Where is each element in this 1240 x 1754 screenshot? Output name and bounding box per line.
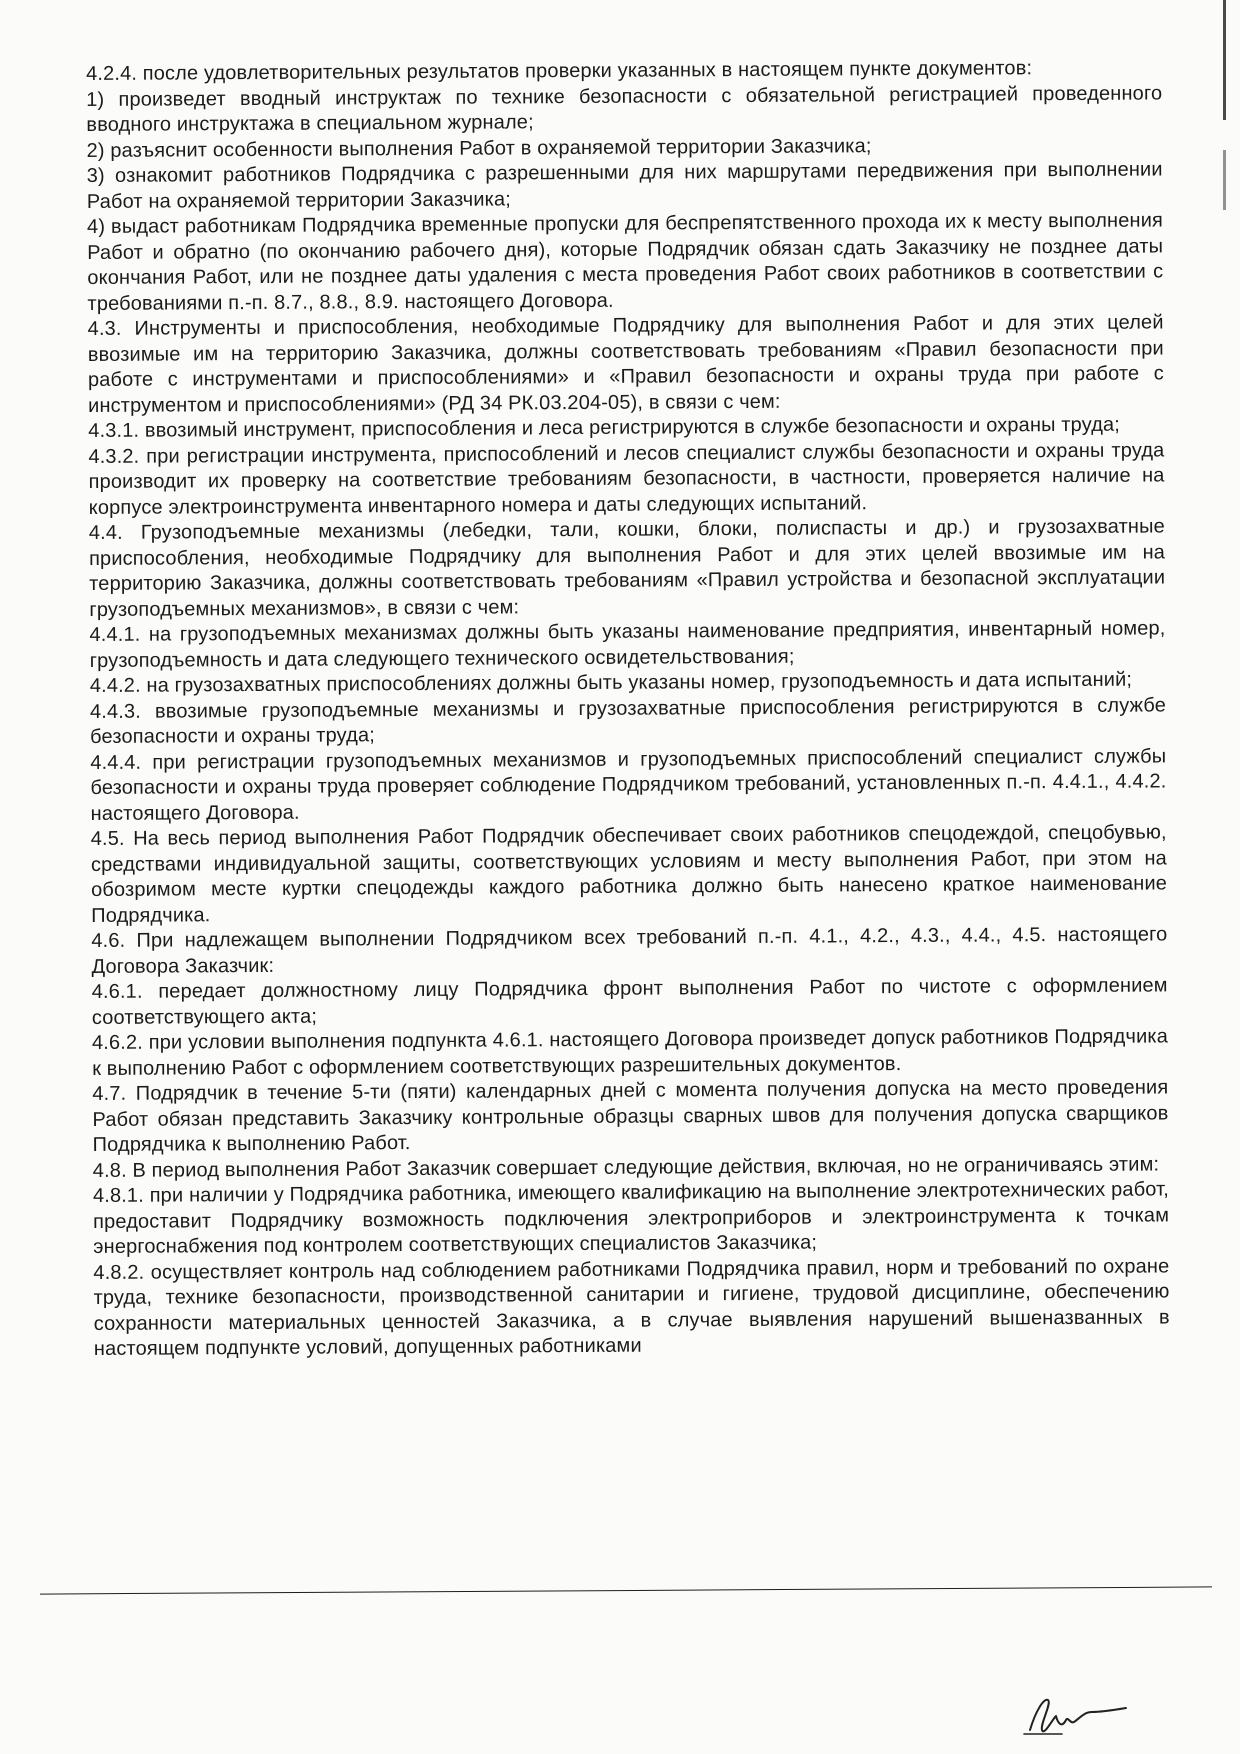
scan-edge-mark [1223,0,1226,120]
paragraph-4-3-2: 4.3.2. при регистрации инструмента, приспособлений и лесов специалист службы безопасности и охраны труда производит их проверку на соответствие требованиям безопасности, в частности, проверяется наличие на корпусе электроинструмента инвентарного номера и даты следующих испытаний. [88,438,1165,519]
document-body [86,55,1170,1362]
handwritten-initials-signature [1022,1690,1132,1740]
paragraph-4-2-4: 4.2.4. после удовлетворительных результатов проверки указанных в настоящем пункте документов: [86,57,1033,85]
strike-through-line [40,1586,1212,1594]
paragraph-item-4: 4) выдаст работникам Подрядчика временные пропуски для беспрепятственного прохода их к месту выполнения Работ и обратно (по окончанию рабочего дня), которые Подрядчик обязан сдать Заказчику не позднее даты окончания Работ, или не позднее даты удаления с места проведения Работ своих работников в соответствии с требованиями п.-п. 8.7., 8.8., 8.9. настоящего Договора. [86,209,1164,315]
paragraph-4-3-1: 4.3.1. ввозимый инструмент, приспособления и леса регистрируются в службе безопасности и охраны труда; [88,413,1121,442]
paragraph-4-8-1: 4.8.1. при наличии у Подрядчика работника, имеющего квалификацию на выполнение электротехнических работ, предоставит Подрядчику возможность подключения электроприборов и электроинструмента к точкам энергоснабжения под контролем соответствующих специалистов Заказчика; [92,1178,1170,1258]
paragraph-4-4-1: 4.4.1. на грузоподъемных механизмах должны быть указаны наименование предприятия, инвентарный номер, грузоподъемность и дата следующего технического освидетельствования; [89,617,1166,672]
paragraph-4-6: 4.6. При надлежащем выполнении Подрядчиком всех требований п.-п. 4.1., 4.2., 4.3., 4.4., 4.5. настоящего Договора Заказчик: [91,923,1168,978]
paragraph-4-4-3: 4.4.3. ввозимые грузоподъемные механизмы и грузозахватные приспособления регистрируются в службе безопасности и охраны труда; [89,693,1167,748]
paragraph-4-4-4: 4.4.4. при регистрации грузоподъемных механизмов и грузоподъемных приспособлений специалист службы безопасности и охраны труда проверяет соблюдение Подрядчиком требований, установленных п.-п. 4.4.1., 4.4.2. настоящего Договора. [90,744,1167,825]
paragraph-4-7: 4.7. Подрядчик в течение 5-ти (пяти) календарных дней с момента получения допуска на место проведения Работ обязан представить Заказчику контрольные образцы сварных швов для получения допуска сварщиков Подрядчика к выполнению Работ. [92,1076,1169,1156]
paragraph-4-5: 4.5. На весь период выполнения Работ Подрядчик обеспечивает своих работников спецодеждой, спецобувью, средствами индивидуальной защиты, соответствующих условиям и месту выполнения Работ, при этом на обозримом месте куртки спецодежды каждого работника должно быть нанесено краткое наименование Подрядчика. [90,821,1168,927]
paragraph-item-2: 2) разъяснит особенности выполнения Работ в охраняемой территории Заказчика; [86,134,872,162]
paragraph-4-4-2: 4.4.2. на грузозахватных приспособлениях должны быть указаны номер, грузоподъемность и дата испытаний; [89,668,1133,697]
paragraph-4-8-2: 4.8.2. осуществляет контроль над соблюдением работниками Подрядчика правил, норм и требований по охране труда, технике безопасности, производственной санитарии и гигиене, трудовой дисциплине, обеспечению сохранности материальных ценностей Заказчика, а в случае выявления нарушений вышеназванных в настоящем подпункте условий, допущенных работниками [93,1254,1170,1360]
paragraph-4-6-1: 4.6.1. передает должностному лицу Подрядчика фронт выполнения Работ по чистоте с оформлением соответствующего акта; [91,974,1168,1029]
paragraph-4-4: 4.4. Грузоподъемные механизмы (лебедки, тали, кошки, блоки, полиспасты и др.) и грузозахватные приспособления, необходимые Подрядчику для выполнения Работ и для этих целей ввозимые им на территорию Заказчика, должны соответствовать требованиям «Правил устройства и безопасной эксплуатации грузоподъемных механизмов», в связи с чем: [88,515,1166,621]
paragraph-item-3: 3) ознакомит работников Подрядчика с разрешенными для них маршрутами передвижения при выполнении Работ на охраняемой территории Заказчика; [86,158,1163,213]
paragraph-4-6-2: 4.6.2. при условии выполнения подпункта 4.6.1. настоящего Договора произведет допуск работников Подрядчика к выполнению Работ с оформлением соответствующих разрешительных документов. [91,1025,1169,1080]
paragraph-item-1: 1) произведет вводный инструктаж по технике безопасности с обязательной регистрацией проведенного вводного инструктажа в специальном журнале; [86,81,1163,136]
paragraph-4-3: 4.3. Инструменты и приспособления, необходимые Подрядчику для выполнения Работ и для этих целей ввозимые им на территорию Заказчика, должны соответствовать требованиям «Правил безопасности при работе с инструментами и приспособлениями» и «Правил безопасности и охраны труда при работе с инструментом и приспособлениями» (РД 34 РК.03.204-05), в связи с чем: [87,311,1164,417]
scan-edge-mark [1223,150,1226,210]
paragraph-4-8: 4.8. В период выполнения Работ Заказчик совершает следующие действия, включая, но не ограничиваясь этим: [92,1152,1160,1182]
